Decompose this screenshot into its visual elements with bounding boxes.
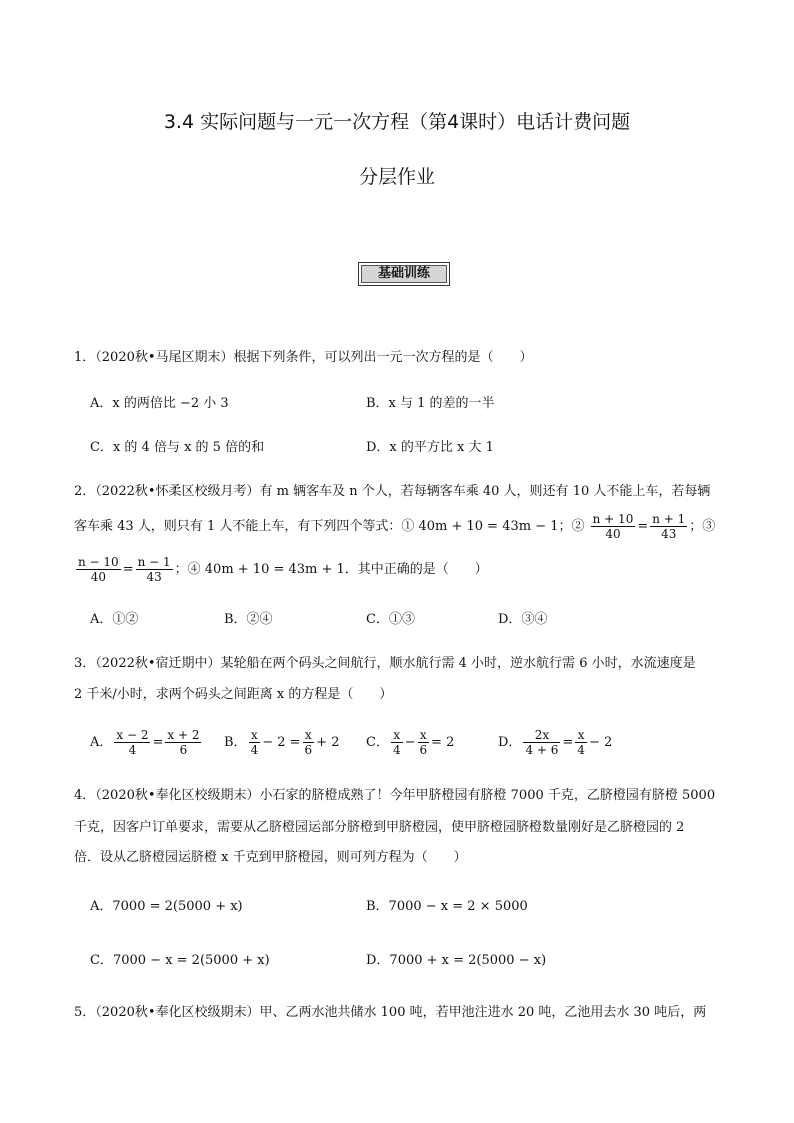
question-4-option-b: B．7000 − x = 2 × 5000: [366, 899, 528, 914]
section-badge: [358, 262, 450, 286]
question-2-option-c: C．①③: [366, 612, 415, 627]
equation-2-left-fraction: $\frac{n + 10}{40}$: [592, 512, 634, 541]
question-2-line-3: $\frac{n - 10}{40}$ = $\frac{n - 1}{43}$ ；④ 40m + 10 = 43m + 1．其中正确的是（ ）: [78, 555, 488, 584]
question-1-option-d: D．x 的平方比 x 大 1: [366, 440, 494, 455]
question-2-option-b: B．②④: [224, 612, 273, 627]
q3-d-right-fraction: $\frac{x}{4}$: [577, 728, 585, 757]
page-title: 3.4 实际问题与一元一次方程（第4课时）电话计费问题: [163, 111, 631, 133]
question-4-line-2: 千克，因客户订单要求，需要从乙脐橙园运部分脐橙到甲脐橙园，使甲脐橙园脐橙数量刚好是乙脐橙园的 2: [74, 820, 685, 835]
q3-b-right-fraction: $\frac{x}{6}$: [304, 728, 313, 757]
question-2-option-a: A．①②: [90, 612, 139, 627]
q3-d-left-fraction: $\frac{2x}{4 + 6}$: [525, 728, 559, 757]
question-2-line-1: 2．（2022秋•怀柔区校级月考）有 m 辆客车及 n 个人，若每辆客车乘 40 人，则还有 10 人不能上车，若每辆: [74, 484, 711, 499]
q3-c-right-fraction: $\frac{x}{6}$: [419, 728, 428, 757]
question-4-line-3: 倍．设从乙脐橙园运脐橙 x 千克到甲脐橙园，则可列方程为（ ）: [74, 850, 467, 865]
question-4-option-d: D．7000 + x = 2(5000 − x): [366, 953, 547, 968]
question-2-option-d: D．③④: [498, 612, 548, 627]
question-5-line-1: 5．（2020秋•奉化区校级期末）甲、乙两水池共储水 100 吨，若甲池注进水 20 吨，乙池用去水 30 吨后，两: [74, 1005, 707, 1020]
question-1-option-b: B．x 与 1 的差的一半: [366, 396, 495, 411]
question-1-stem: 1．（2020秋•马尾区期末）根据下列条件，可以列出一元一次方程的是（ ）: [74, 350, 533, 365]
question-2-line-2: 客车乘 43 人，则只有 1 人不能上车，有下列四个等式：① 40m + 10 = 43m − 1；② $\frac{n + 10}{40}$ = $\frac{n + 1}{43}$ ；③: [74, 512, 716, 541]
question-4-option-a: A．7000 = 2(5000 + x): [90, 899, 243, 914]
question-4-option-c: C．7000 − x = 2(5000 + x): [90, 953, 270, 968]
question-2-line-2-text: 客车乘 43 人，则只有 1 人不能上车，有下列四个等式：① 40m + 10 = 43m − 1；②: [74, 519, 585, 534]
section-label: 基础训练: [361, 265, 447, 283]
question-3-option-b: B． $\frac{x}{4}$ − 2 = $\frac{x}{6}$ + 2: [224, 728, 340, 757]
question-2-line-3-text: ；④ 40m + 10 = 43m + 1．其中正确的是（ ）: [174, 562, 488, 577]
page-subtitle: 分层作业: [358, 166, 435, 188]
equation-2-right-fraction: $\frac{n + 1}{43}$: [652, 512, 686, 541]
question-1-option-a: A．x 的两倍比 −2 小 3: [90, 396, 229, 411]
q3-c-left-fraction: $\frac{x}{4}$: [392, 728, 401, 757]
question-3-line-1: 3．（2022秋•宿迁期中）某轮船在两个码头之间航行，顺水航行需 4 小时，逆水航行需 6 小时，水流速度是: [74, 656, 696, 671]
equation-3-left-fraction: $\frac{n - 10}{40}$: [78, 555, 119, 584]
question-3-line-2: 2 千米/小时，求两个码头之间距离 x 的方程是（ ）: [74, 687, 393, 702]
question-4-line-1: 4．（2020秋•奉化区校级期末）小石家的脐橙成熟了！今年甲脐橙园有脐橙 7000 千克，乙脐橙园有脐橙 5000: [74, 788, 716, 803]
question-3-option-d: D． $\frac{2x}{4 + 6}$ = $\frac{x}{4}$ − 2: [498, 728, 613, 757]
question-1-option-c: C．x 的 4 倍与 x 的 5 倍的和: [90, 440, 265, 455]
question-3-option-a: A． $\frac{x - 2}{4}$ = $\frac{x + 2}{6}$: [90, 728, 200, 757]
question-3-option-c: C． $\frac{x}{4}$ − $\frac{x}{6}$ = 2: [366, 728, 455, 757]
equation-3-right-fraction: $\frac{n - 1}{43}$: [137, 555, 171, 584]
q3-a-right-fraction: $\frac{x + 2}{6}$: [167, 728, 200, 757]
q3-b-left-fraction: $\frac{x}{4}$: [250, 728, 259, 757]
q3-a-left-fraction: $\frac{x - 2}{4}$: [116, 728, 149, 757]
